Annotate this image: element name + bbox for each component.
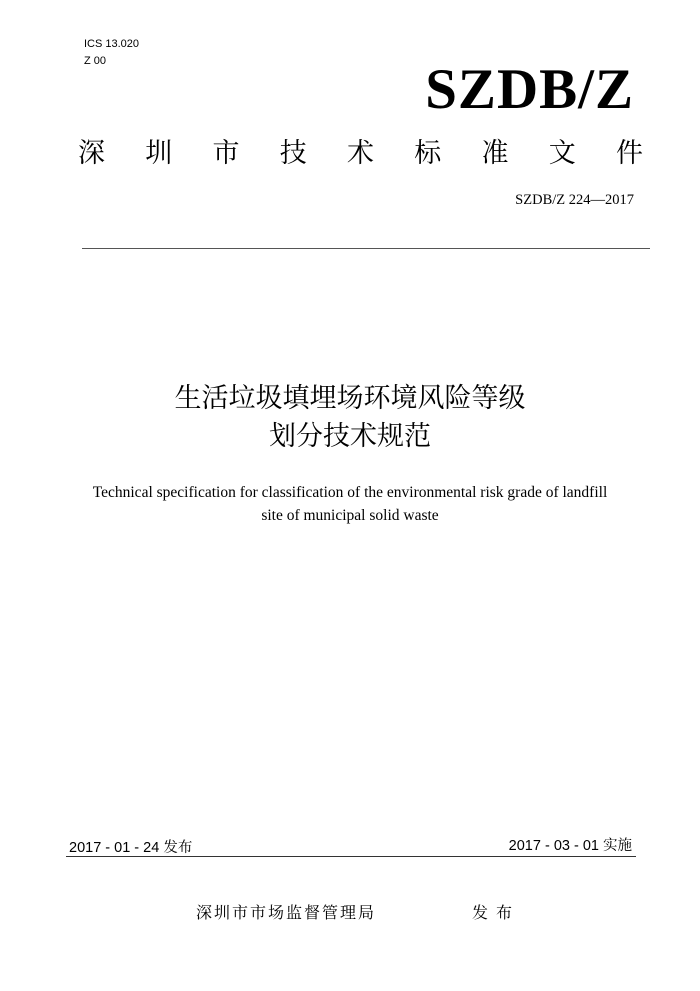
standard-logo: SZDB/Z: [425, 58, 634, 121]
english-title-line-2: site of municipal solid waste: [261, 507, 439, 524]
english-title: [40, 481, 660, 527]
english-title-line-1: Technical specification for classification of the environmental risk grade of landfill: [92, 484, 608, 501]
chinese-title: [0, 380, 700, 456]
ics-code: ICS 13.020: [84, 38, 140, 50]
document-type-char: 圳: [145, 138, 173, 169]
chinese-title-line-2: 划分技术规范: [269, 421, 431, 452]
header-divider: [82, 248, 650, 249]
classification-code: Z 00: [84, 55, 107, 67]
standard-number: SZDB/Z 224—2017: [515, 192, 634, 208]
document-type-char: 标: [414, 138, 442, 169]
document-type-char: 件: [616, 138, 643, 169]
footer-divider: [66, 856, 636, 857]
chinese-title-line-1: 生活垃圾填埋场环境风险等级: [174, 383, 526, 414]
document-type-char: 技: [279, 138, 307, 169]
implementation-date: 2017 - 03 - 01 实施: [508, 838, 632, 854]
document-type-char: 深: [78, 138, 105, 169]
document-type-heading: [78, 134, 643, 174]
document-type-char: 术: [347, 138, 374, 169]
document-type-char: 市: [212, 138, 240, 169]
document-type-char: 文: [548, 138, 576, 169]
document-type-char: 准: [481, 138, 509, 169]
publish-date: 2017 - 01 - 24 发布: [69, 840, 193, 856]
issue-label: 发布: [472, 903, 521, 922]
issuing-authority: 深圳市市场监督管理局: [196, 903, 377, 922]
